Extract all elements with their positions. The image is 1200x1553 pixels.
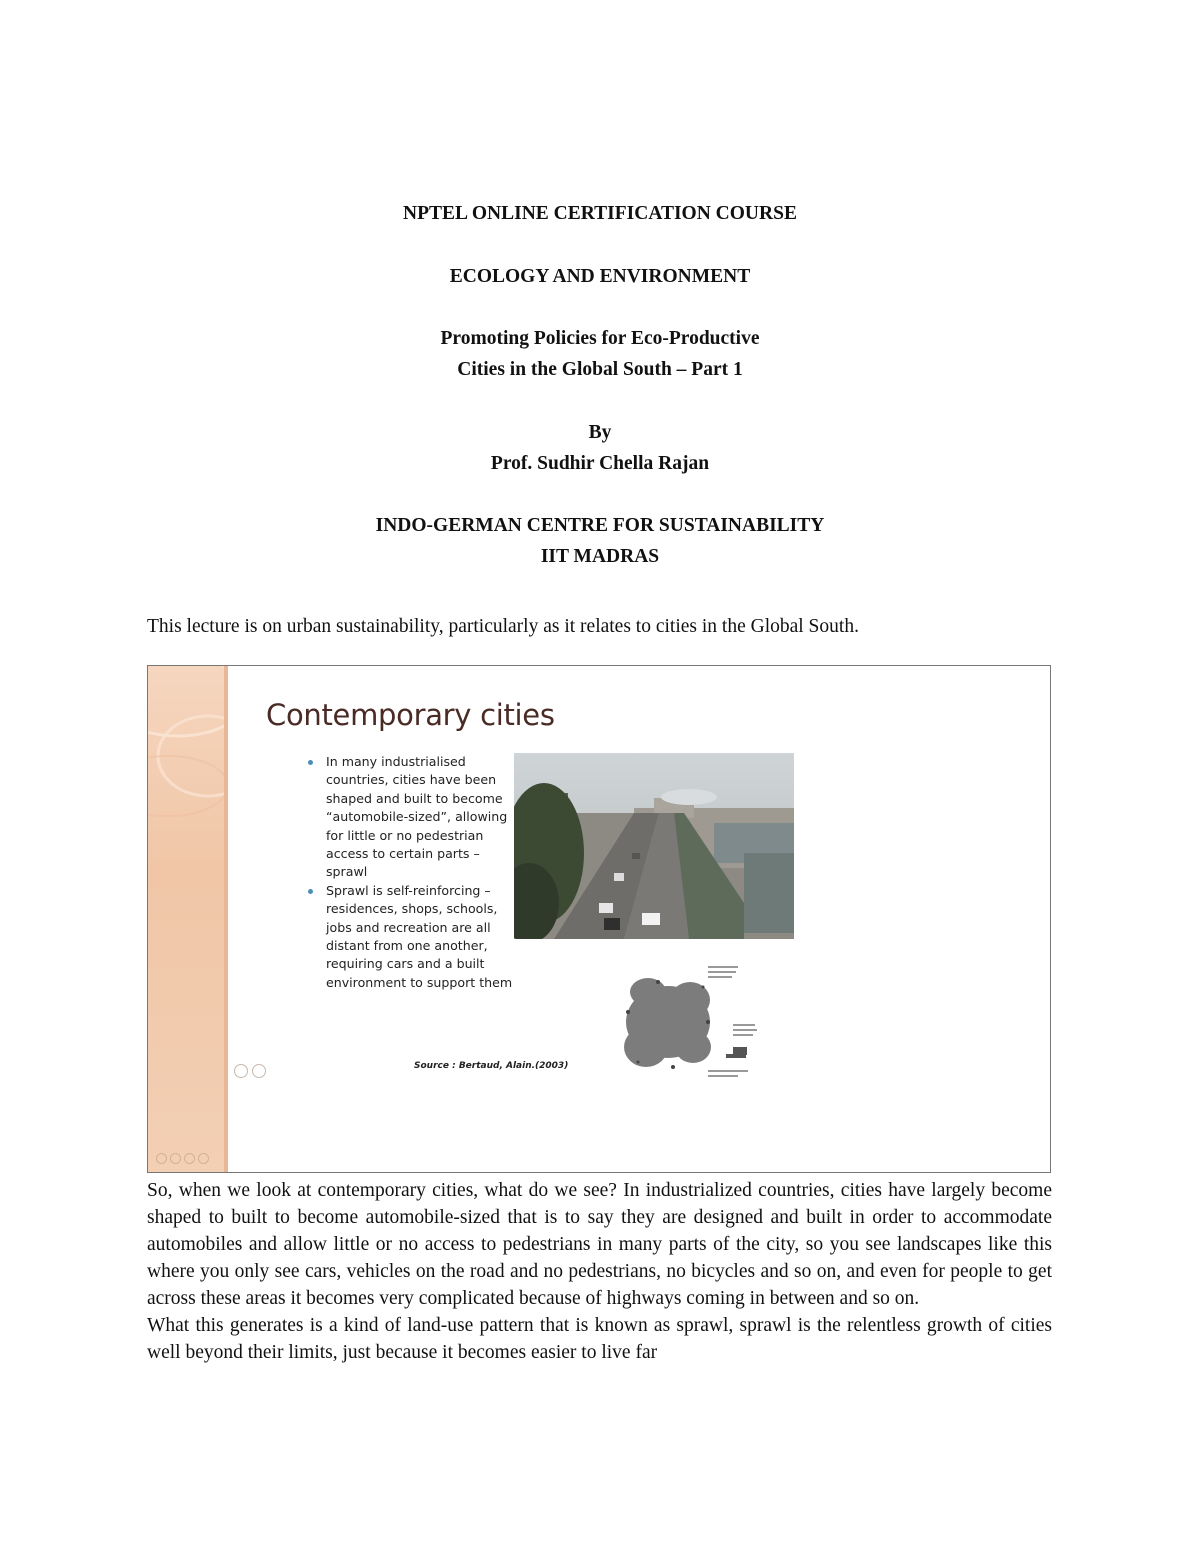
slide-control-icon[interactable] [170, 1153, 181, 1164]
slide-bullet-text: Sprawl is self-reinforcing – residences, shops, schools, jobs and recreation are all distant from one another, requiring cars and a built environment to support them [326, 882, 513, 990]
body-paragraph-1: So, when we look at contemporary cities, what do we see? In industrialized countries, cities have largely become shaped to built to become automobile-sized that is to say they are designed and built in order to accommodate automobiles and allow little or no access to pedestrians in many parts of the city, so you see landscapes like this where you only see cars, vehicles on the road and no pedestrians, no bicycles and so on, and even for people to get across these areas it becomes very complicated because of highways coming in between and so on. [147, 1180, 1052, 1309]
sprawl-map-figure [598, 952, 778, 1084]
zoom-in-icon[interactable] [234, 1064, 248, 1078]
slide-control-icon[interactable] [198, 1153, 209, 1164]
institution-line-1: INDO-GERMAN CENTRE FOR SUSTAINABILITY [375, 515, 825, 536]
lecture-title-line-1: Promoting Policies for Eco-Productive [440, 328, 760, 349]
institution-line-2: IIT MADRAS [540, 546, 660, 567]
slide-title: Contemporary cities [266, 698, 555, 732]
slide-source-citation: Source : Bertaud, Alain.(2003) [414, 1061, 569, 1071]
bullet-dot-icon [308, 889, 313, 894]
highway-photo [514, 753, 794, 939]
slide-control-icon[interactable] [184, 1153, 195, 1164]
intro-paragraph: This lecture is on urban sustainability, particularly as it relates to cities in the Global South. [147, 616, 859, 637]
zoom-out-icon[interactable] [252, 1064, 266, 1078]
author-name: Prof. Sudhir Chella Rajan [490, 453, 710, 474]
body-paragraph-2: What this generates is a kind of land-use pattern that is known as sprawl, sprawl is the relentless growth of cities well beyond their limits, just because it becomes easier to live far [147, 1315, 1052, 1363]
lecture-title-line-2: Cities in the Global South – Part 1 [457, 359, 743, 380]
slide-bullet-text: In many industrialised countries, cities have been shaped and built to become “automobile-sized”, allowing for little or no pedestrian access to certain parts – sprawl [326, 754, 508, 880]
slide-swirl-decoration [148, 666, 228, 1172]
slide-bullet [306, 753, 516, 882]
slide-bottom-controls [156, 1153, 209, 1164]
slide-band-edge [224, 666, 228, 1172]
bullet-dot-icon [308, 760, 313, 765]
slide-bullet [306, 882, 516, 992]
course-heading: NPTEL ONLINE CERTIFICATION COURSE [403, 203, 797, 224]
slide-bullet-list [306, 753, 516, 992]
slide-control-icon[interactable] [156, 1153, 167, 1164]
by-label: By [588, 422, 612, 443]
body-text [147, 1177, 1052, 1366]
slide-zoom-controls [234, 1064, 266, 1078]
subject-heading: ECOLOGY AND ENVIRONMENT [449, 266, 751, 287]
slide-decorative-band [148, 666, 228, 1172]
lecture-slide [147, 665, 1051, 1173]
